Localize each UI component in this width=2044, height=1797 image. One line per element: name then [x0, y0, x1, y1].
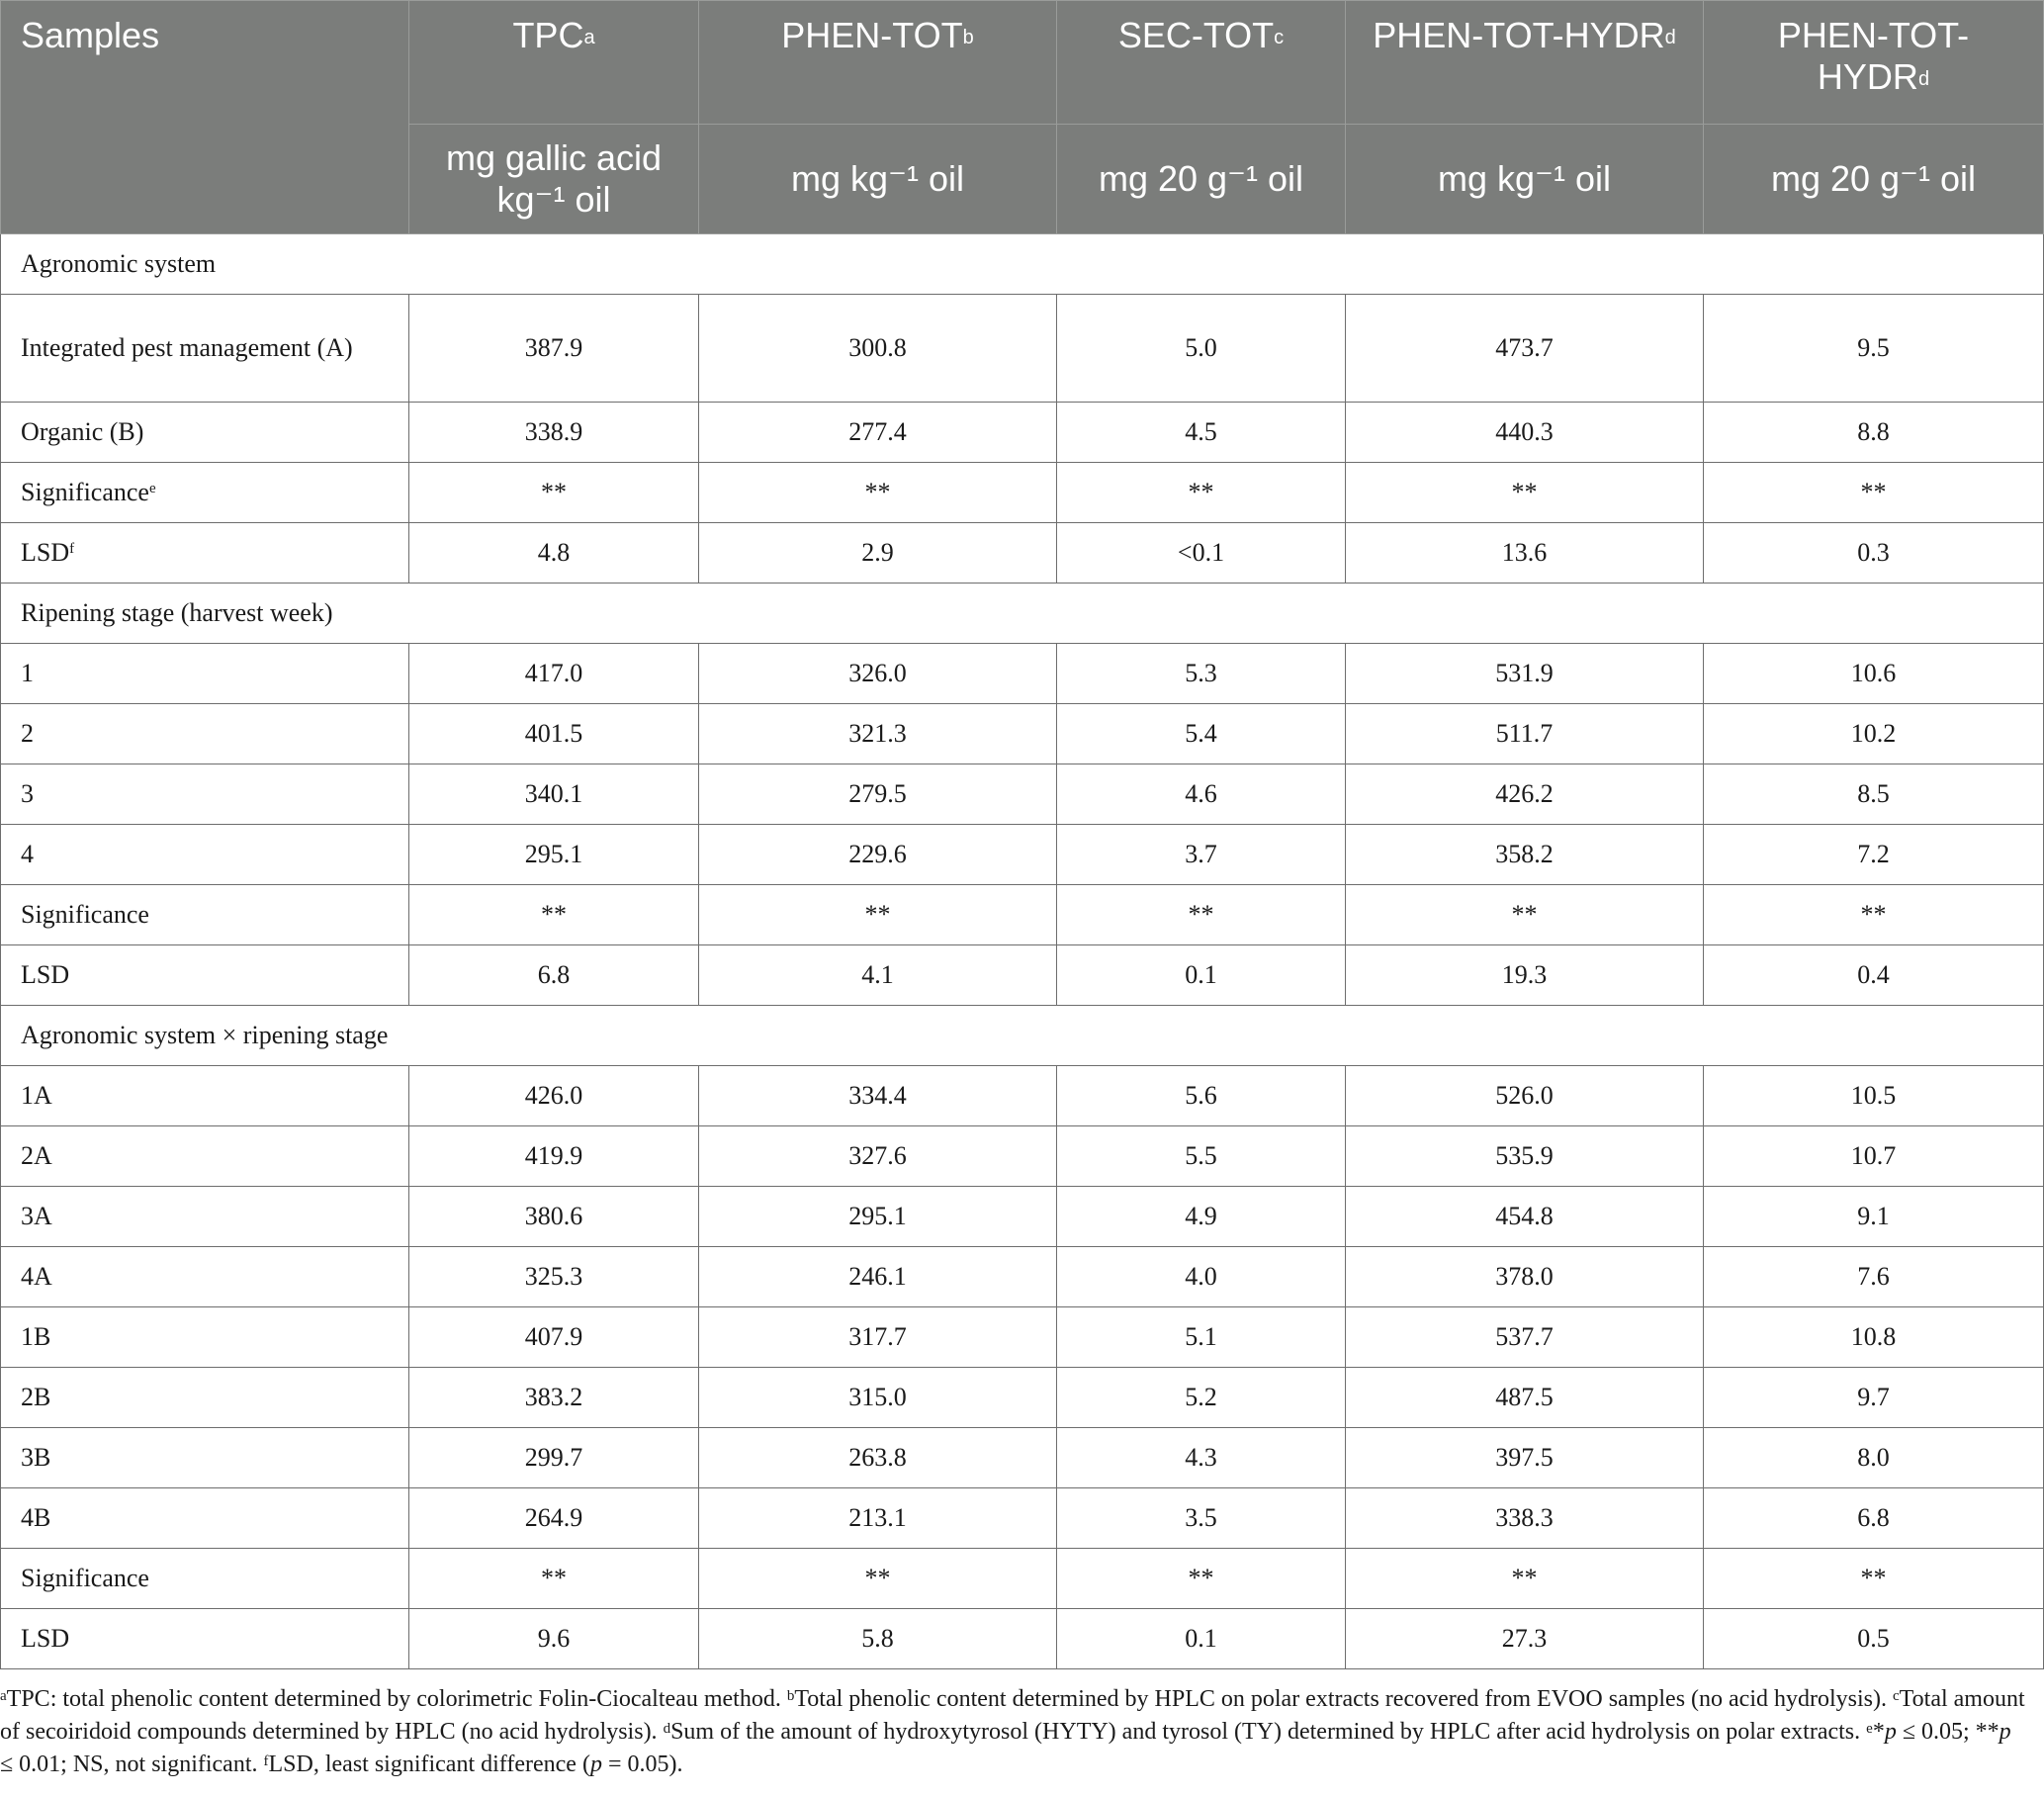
unit-phen-tot-hydr-kg: mg kg⁻¹ oil [1346, 125, 1704, 234]
header-phen-tot-hydr-20g [1704, 1, 2044, 125]
table-cell: 4.9 [1057, 1187, 1346, 1247]
table-row [1, 403, 2044, 463]
row-label [1, 403, 409, 463]
table-cell: 419.9 [409, 1126, 699, 1187]
unit-sec-tot: mg 20 g⁻¹ oil [1057, 125, 1346, 234]
row-label [1, 463, 409, 523]
table-cell: ** [1704, 1549, 2044, 1609]
table-row [1, 1307, 2044, 1368]
table-cell: ** [699, 463, 1057, 523]
row-label [1, 764, 409, 825]
header-name: PHEN-TOT [781, 15, 963, 55]
table-row [1, 945, 2044, 1006]
header-sup: b [962, 27, 974, 48]
table-cell: 0.1 [1057, 1609, 1346, 1669]
table-cell: 295.1 [409, 825, 699, 885]
table-cell: 10.2 [1704, 704, 2044, 764]
table-cell: 4.3 [1057, 1428, 1346, 1488]
row-label [1, 1488, 409, 1549]
row-label-text: 3 [21, 779, 34, 808]
footnote-marker: a [0, 1688, 7, 1704]
table-cell: 3.7 [1057, 825, 1346, 885]
row-label [1, 1549, 409, 1609]
table-cell: 383.2 [409, 1368, 699, 1428]
table-cell: ** [699, 1549, 1057, 1609]
table-cell: 299.7 [409, 1428, 699, 1488]
footnote-f-part2: = 0.05). [601, 1752, 683, 1777]
row-label-sup: f [69, 541, 75, 557]
row-label-text: 3B [21, 1443, 51, 1472]
table-cell: 0.5 [1704, 1609, 2044, 1669]
table-cell: 295.1 [699, 1187, 1057, 1247]
table-cell: 426.0 [409, 1066, 699, 1126]
table-cell: 10.8 [1704, 1307, 2044, 1368]
table-cell: 9.1 [1704, 1187, 2044, 1247]
row-label [1, 523, 409, 584]
header-sup: d [1664, 27, 1676, 48]
table-row [1, 1066, 2044, 1126]
table-cell: 0.1 [1057, 945, 1346, 1006]
row-label [1, 1428, 409, 1488]
table-cell: 9.6 [409, 1609, 699, 1669]
table-cell: 5.1 [1057, 1307, 1346, 1368]
table-cell: ** [1704, 885, 2044, 945]
footnote-d: Sum of the amount of hydroxytyrosol (HYTY) and tyrosol (TY) determined by HPLC after acid hydrolysis on polar extracts. [670, 1719, 1861, 1745]
row-label-text: Organic (B) [21, 417, 144, 446]
table-cell: 531.9 [1346, 644, 1704, 704]
table-cell: 387.9 [409, 295, 699, 403]
table-cell: 326.0 [699, 644, 1057, 704]
footnote-e-part3: ≤ 0.01; NS, not significant. [0, 1752, 258, 1777]
table-cell: 535.9 [1346, 1126, 1704, 1187]
table-cell: 279.5 [699, 764, 1057, 825]
table-cell: ** [409, 1549, 699, 1609]
footnote-p-symbol: p [589, 1752, 602, 1777]
table-cell: 426.2 [1346, 764, 1704, 825]
row-label-text: 2 [21, 719, 34, 748]
row-label [1, 945, 409, 1006]
table-cell: 3.5 [1057, 1488, 1346, 1549]
table-row [1, 825, 2044, 885]
header-phen-tot-hydr-kg [1346, 1, 1704, 125]
row-label [1, 1247, 409, 1307]
table-cell: 417.0 [409, 644, 699, 704]
table-cell: ** [1057, 1549, 1346, 1609]
section-title: Agronomic system [1, 234, 2044, 295]
table-row [1, 764, 2044, 825]
table-cell: ** [1057, 885, 1346, 945]
table-cell: 229.6 [699, 825, 1057, 885]
table-cell: 10.6 [1704, 644, 2044, 704]
header-sup: a [583, 27, 595, 48]
row-label [1, 825, 409, 885]
table-cell: 487.5 [1346, 1368, 1704, 1428]
unit-phen-tot: mg kg⁻¹ oil [699, 125, 1057, 234]
table-cell: 4.0 [1057, 1247, 1346, 1307]
table-cell: 315.0 [699, 1368, 1057, 1428]
table-row [1, 1368, 2044, 1428]
unit-phen-tot-hydr-20g: mg 20 g⁻¹ oil [1704, 125, 2044, 234]
table-cell: 338.9 [409, 403, 699, 463]
table-cell: 0.4 [1704, 945, 2044, 1006]
table-cell: ** [1057, 463, 1346, 523]
table-cell: 6.8 [1704, 1488, 2044, 1549]
row-label [1, 1609, 409, 1669]
row-label-text: LSD [21, 538, 70, 567]
table-cell: ** [1346, 885, 1704, 945]
table-cell: 5.4 [1057, 704, 1346, 764]
table-cell: 10.7 [1704, 1126, 2044, 1187]
row-label [1, 1307, 409, 1368]
header-name: PHEN-TOT-HYDR [1373, 15, 1665, 55]
table-cell: 7.2 [1704, 825, 2044, 885]
table-row [1, 1549, 2044, 1609]
header-phen-tot [699, 1, 1057, 125]
header-sec-tot [1057, 1, 1346, 125]
header-sup: c [1274, 27, 1285, 48]
table-row [1, 463, 2044, 523]
table-cell: 358.2 [1346, 825, 1704, 885]
row-label-text: 3A [21, 1202, 52, 1230]
table-cell: 0.3 [1704, 523, 2044, 584]
table-cell: 325.3 [409, 1247, 699, 1307]
table-cell: 378.0 [1346, 1247, 1704, 1307]
table-row [1, 523, 2044, 584]
row-label-text: 4B [21, 1503, 51, 1532]
table-cell: 380.6 [409, 1187, 699, 1247]
table-row [1, 1488, 2044, 1549]
row-label [1, 1126, 409, 1187]
row-label-text: 2A [21, 1141, 52, 1170]
table-cell: 4.6 [1057, 764, 1346, 825]
table-cell: 8.0 [1704, 1428, 2044, 1488]
header-name: PHEN-TOT-HYDR [1777, 15, 1970, 97]
table-cell: 8.8 [1704, 403, 2044, 463]
table-cell: 19.3 [1346, 945, 1704, 1006]
table-cell: 454.8 [1346, 1187, 1704, 1247]
table-cell: 321.3 [699, 704, 1057, 764]
row-label [1, 885, 409, 945]
unit-tpc: mg gallic acid kg⁻¹ oil [409, 125, 699, 234]
table-cell: 5.2 [1057, 1368, 1346, 1428]
row-label-text: 1 [21, 659, 34, 687]
table-header [1, 1, 2044, 234]
table-cell: 300.8 [699, 295, 1057, 403]
row-label-text: 1B [21, 1322, 51, 1351]
table-cell: 213.1 [699, 1488, 1057, 1549]
section-title: Agronomic system × ripening stage [1, 1006, 2044, 1066]
section-row [1, 234, 2044, 295]
table-row [1, 1187, 2044, 1247]
row-label [1, 1187, 409, 1247]
section-row [1, 584, 2044, 644]
footnote-marker: d [663, 1721, 671, 1737]
footnote-b: Total phenolic content determined by HPLC on polar extracts recovered from EVOO samples (no acid hydrolysis). [794, 1686, 1887, 1712]
table-cell: 338.3 [1346, 1488, 1704, 1549]
footnote-e-part1: * [1872, 1719, 1885, 1745]
footnote-marker: f [263, 1753, 269, 1769]
header-row-names [1, 1, 2044, 125]
table-cell: 27.3 [1346, 1609, 1704, 1669]
row-label-text: Significance [21, 1564, 149, 1592]
table-cell: <0.1 [1057, 523, 1346, 584]
footnote-f-part1: LSD, least significant difference ( [268, 1752, 590, 1777]
row-label [1, 295, 409, 403]
header-tpc [409, 1, 699, 125]
table-cell: 5.3 [1057, 644, 1346, 704]
header-name: TPC [512, 15, 584, 55]
table-cell: 8.5 [1704, 764, 2044, 825]
row-label-text: LSD [21, 960, 70, 989]
table-cell: ** [1346, 463, 1704, 523]
table-cell: 4.1 [699, 945, 1057, 1006]
row-label [1, 1368, 409, 1428]
section-title: Ripening stage (harvest week) [1, 584, 2044, 644]
row-label-text: LSD [21, 1624, 70, 1653]
footnote-c: Total amount of secoiridoid compounds determined by HPLC (no acid hydrolysis). [0, 1686, 2025, 1745]
row-label-text: 2B [21, 1383, 51, 1411]
table-cell: ** [409, 463, 699, 523]
table-cell: 10.5 [1704, 1066, 2044, 1126]
table-row [1, 295, 2044, 403]
header-sup: d [1917, 68, 1930, 90]
table-cell: ** [1704, 463, 2044, 523]
footnote-e-part2: ≤ 0.05; ** [1896, 1719, 2000, 1745]
row-label-text: 4A [21, 1262, 52, 1291]
table-row [1, 1247, 2044, 1307]
table-row [1, 1609, 2044, 1669]
table-cell: 13.6 [1346, 523, 1704, 584]
table-cell: 6.8 [409, 945, 699, 1006]
table-row [1, 1126, 2044, 1187]
row-label-text: Significance [21, 900, 149, 929]
row-label-text: 4 [21, 840, 34, 868]
row-label-text: Integrated pest management (A) [21, 333, 353, 362]
table-cell: 9.5 [1704, 295, 2044, 403]
row-label [1, 1066, 409, 1126]
header-name: SEC-TOT [1117, 15, 1275, 55]
table-cell: 334.4 [699, 1066, 1057, 1126]
table-cell: 537.7 [1346, 1307, 1704, 1368]
row-label-text: 1A [21, 1081, 52, 1110]
table-body [1, 234, 2044, 1669]
table-cell: 511.7 [1346, 704, 1704, 764]
footnote-marker: c [1893, 1688, 1900, 1704]
table-cell: 526.0 [1346, 1066, 1704, 1126]
table-row [1, 644, 2044, 704]
table-cell: 7.6 [1704, 1247, 2044, 1307]
table-cell: 473.7 [1346, 295, 1704, 403]
footnote-p-symbol: p [1884, 1719, 1897, 1745]
row-label-text: Significance [21, 478, 149, 506]
table-cell: 327.6 [699, 1126, 1057, 1187]
header-samples: Samples [1, 1, 409, 234]
footnote-marker: b [786, 1688, 795, 1704]
table-cell: ** [409, 885, 699, 945]
table-row [1, 704, 2044, 764]
table-cell: 246.1 [699, 1247, 1057, 1307]
row-label [1, 644, 409, 704]
row-label [1, 704, 409, 764]
footnote-p-symbol: p [1999, 1719, 2011, 1745]
table-cell: 2.9 [699, 523, 1057, 584]
table-cell: 9.7 [1704, 1368, 2044, 1428]
table-cell: 397.5 [1346, 1428, 1704, 1488]
table-cell: 5.6 [1057, 1066, 1346, 1126]
table-cell: 340.1 [409, 764, 699, 825]
table-cell: 440.3 [1346, 403, 1704, 463]
footnote-a: TPC: total phenolic content determined by colorimetric Folin-Ciocalteau method. [6, 1686, 781, 1712]
table-cell: ** [699, 885, 1057, 945]
table-cell: 4.8 [409, 523, 699, 584]
table-cell: 5.5 [1057, 1126, 1346, 1187]
table-footnotes [0, 1683, 2027, 1781]
table-row [1, 885, 2044, 945]
table-row [1, 1428, 2044, 1488]
table-cell: 317.7 [699, 1307, 1057, 1368]
table-cell: ** [1346, 1549, 1704, 1609]
table-cell: 407.9 [409, 1307, 699, 1368]
section-row [1, 1006, 2044, 1066]
table-cell: 5.0 [1057, 295, 1346, 403]
table-cell: 4.5 [1057, 403, 1346, 463]
footnote-marker: e [1866, 1721, 1873, 1737]
table-cell: 263.8 [699, 1428, 1057, 1488]
row-label-sup: e [148, 481, 156, 496]
table-cell: 5.8 [699, 1609, 1057, 1669]
table-cell: 277.4 [699, 403, 1057, 463]
table-cell: 264.9 [409, 1488, 699, 1549]
table-cell: 401.5 [409, 704, 699, 764]
